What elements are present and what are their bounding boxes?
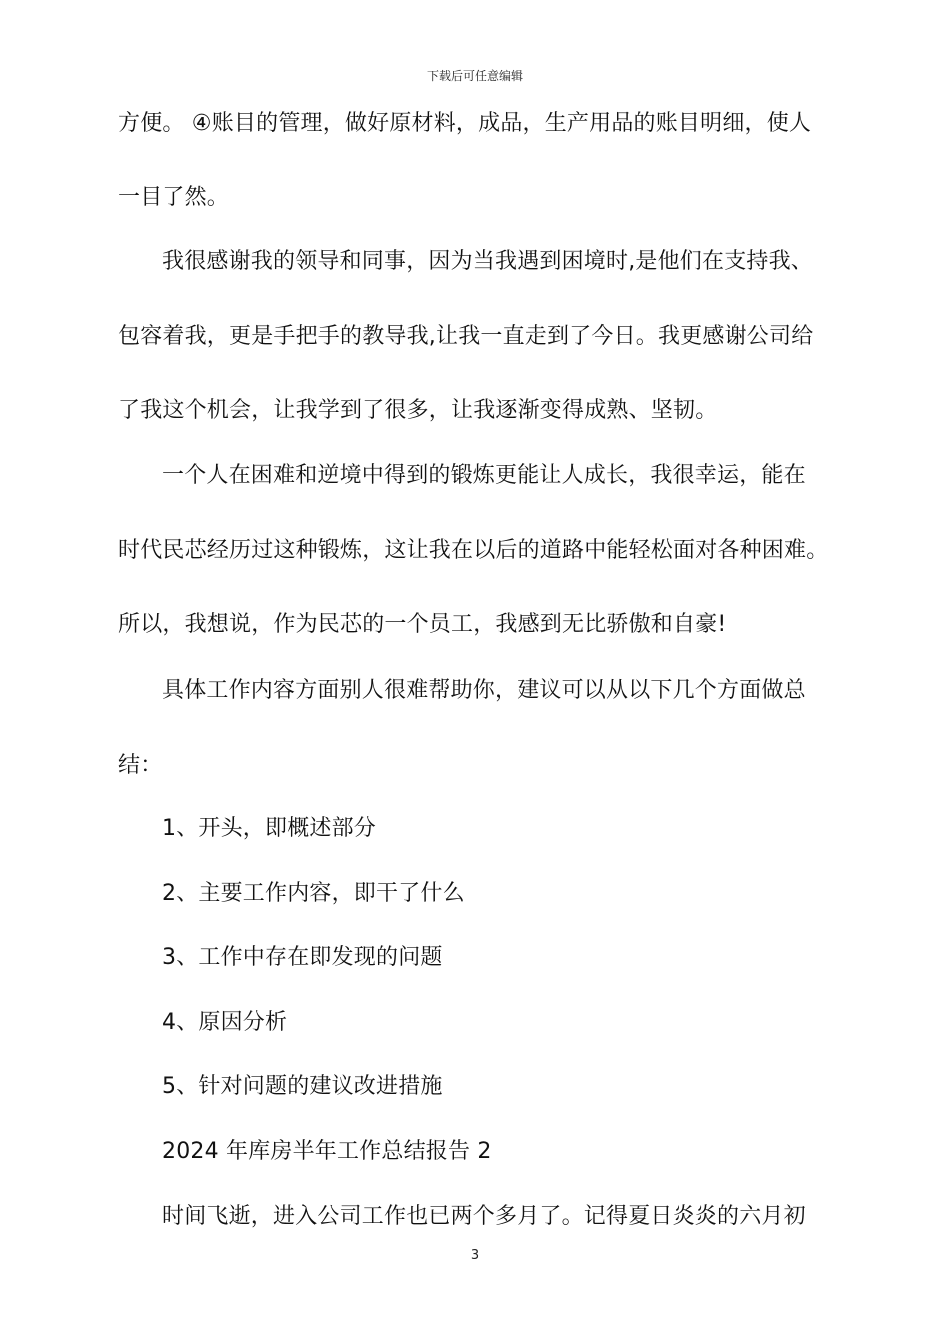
- body-line: 了我这个机会，让我学到了很多，让我逐渐变得成熟、坚韧。: [118, 398, 718, 423]
- body-line: 一目了然。: [118, 185, 230, 210]
- page-number: 3: [470, 1248, 480, 1263]
- page-header: 下载后可任意编辑: [426, 69, 523, 83]
- list-item: 2、主要工作内容，即干了什么: [162, 881, 465, 906]
- section-heading: 2024 年库房半年工作总结报告 2: [162, 1139, 492, 1164]
- paragraph-start-line: 一个人在困难和逆境中得到的锻炼更能让人成长，我很幸运，能在: [162, 463, 806, 488]
- paragraph-start-line: 时间飞逝，进入公司工作也已两个多月了。记得夏日炎炎的六月初: [162, 1204, 806, 1229]
- paragraph-start-line: 我很感谢我的领导和同事，因为当我遇到困境时,是他们在支持我、: [162, 249, 813, 274]
- list-item: 3、工作中存在即发现的问题: [162, 945, 443, 970]
- body-line: 时代民芯经历过这种锻炼，这让我在以后的道路中能轻松面对各种困难。: [118, 538, 829, 563]
- body-line: 方便。 ④账目的管理，做好原材料，成品，生产用品的账目明细，使人: [118, 111, 812, 136]
- body-line: 包容着我，更是手把手的教导我,让我一直走到了今日。我更感谢公司给: [118, 324, 814, 349]
- list-item: 1、开头，即概述部分: [162, 816, 376, 841]
- body-line: 结：: [118, 753, 163, 778]
- list-item: 5、针对问题的建议改进措施: [162, 1074, 443, 1099]
- paragraph-start-line: 具体工作内容方面别人很难帮助你，建议可以从以下几个方面做总: [162, 678, 806, 703]
- body-line: 所以，我想说，作为民芯的一个员工，我感到无比骄傲和自豪!: [118, 612, 727, 637]
- list-item: 4、原因分析: [162, 1010, 288, 1035]
